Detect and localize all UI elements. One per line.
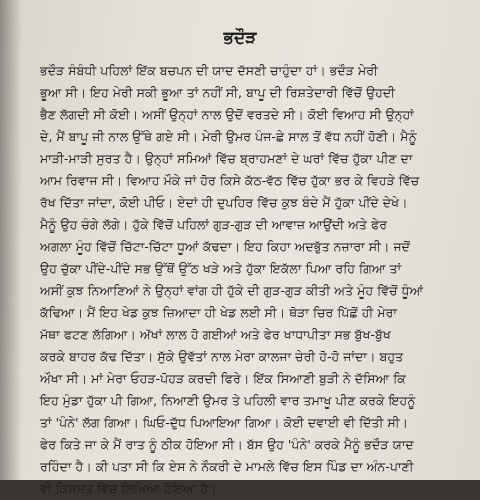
text-line: ਮੈਨੂੰ ਉਹ ਚੰਗੇ ਲੱਗੇ। ਹੁੱਕੇ ਵਿੱਚੋਂ ਪਹਿਲਾਂ ਗੁੜ-ਗੁੜ ਦੀ ਆਵਾਜ਼ ਆਉਂਦੀ ਅਤੇ ਫੇਰ [40,217,388,232]
text-line: ਔਖਾ ਸੀ। ਮਾਂ ਮੇਰਾ ਓਹੜ-ਪੋਹੜ ਕਰਦੀ ਫਿਰੇ। ਇੱਕ ਸਿਆਣੀ ਬੁੜੀ ਨੇ ਦੱਸਿਆ ਕਿ [40,371,406,386]
text-line: ਮੱਥਾ ਫਟਣ ਲੱਗਿਆ। ਅੱਖਾਂ ਲਾਲ ਹੋ ਗਈਆਂ ਅਤੇ ਫੇਰ ਖਾਧਾਪੀਤਾ ਸਭ ਬੁੱਖ-ਬੁੱਖ [40,327,391,342]
page-gutter-shadow [0,0,22,480]
text-line: ਅਸੀਂ ਕੁਝ ਨਿਆਣਿਆਂ ਨੇ ਉਨ੍ਹਾਂ ਵਾਂਗ ਹੀ ਹੁੱਕੇ ਦੀ ਗੁੜ-ਗੁੜ ਕੀਤੀ ਅਤੇ ਮੂੰਹ ਵਿੱਚੋਂ ਧੂੰਆਂ [40,283,424,298]
chapter-title: ਭਦੌੜ [223,28,257,48]
text-line: ਰਹਿੰਦਾ ਹੈ। ਕੀ ਪਤਾ ਸੀ ਕਿ ਏਸ ਨੇ ਨੌਕਰੀ ਦੇ ਮਾਮਲੇ ਵਿੱਚ ਇਸ ਪਿੰਡ ਦਾ ਅੰਨ-ਪਾਣੀ [40,459,414,474]
text-line: ਵੀ ਕਿਸਮਤ ਵਿੱਚ ਲਿਖਿਆ ਹੋਇਆ ਹੈ। [40,481,217,496]
text-line: ਭੈਣ ਲੱਗਦੀ ਸੀ ਕੋਈ। ਅਸੀਂ ਉਨ੍ਹਾਂ ਨਾਲ ਉਦੋਂ ਵਰਤਦੇ ਸੀ। ਕੋਈ ਵਿਆਹ ਸੀ ਉਨ੍ਹਾਂ [40,107,414,122]
text-line: ਤਾਂ 'ਪੰਨੇ' ਲੱਗ ਗਿਆ। ਘਿਓ-ਦੁੱਧ ਪਿਆਇਆ ਗਿਆ। ਕੋਈ ਦਵਾਈ ਵੀ ਦਿੱਤੀ ਸੀ। [40,415,409,430]
text-line: ਦੇ, ਮੈਂ ਬਾਪੂ ਜੀ ਨਾਲ ਉੱਥੇ ਗਏ ਸੀ। ਮੇਰੀ ਉਮਰ ਪੰਜ-ਛੇ ਸਾਲ ਤੋਂ ਵੱਧ ਨਹੀਂ ਹੋਣੀ। ਮੈਨੂੰ [40,129,417,144]
text-line: ਅਗਲਾ ਮੂੰਹ ਵਿੱਚੋਂ ਚਿੱਟਾ-ਚਿੱਟਾ ਧੂਆਂ ਕੱਢਦਾ। ਇਹ ਕਿਹਾ ਅਦਭੁੱਤ ਨਜ਼ਾਰਾ ਸੀ। ਜਦੋਂ [40,239,411,254]
text-line: ਫੇਰ ਕਿਤੇ ਜਾ ਕੇ ਮੈਂ ਰਾਤ ਨੂੰ ਠੀਕ ਹੋਇਆ ਸੀ। ਬੱਸ ਉਹ 'ਪੰਨੇ' ਕਰਕੇ ਮੈਨੂੰ ਭਦੌੜ ਯਾਦ [40,437,414,452]
text-line: ਕੱਢਿਆ। ਮੈਂ ਇਹ ਖੇਡ ਕੁਝ ਜ਼ਿਆਦਾ ਹੀ ਖੇਡ ਲਈ ਸੀ। ਥੋੜਾ ਚਿਰ ਪਿੱਛੋਂ ਹੀ ਮੇਰਾ [40,305,398,320]
text-line: ਕਰਕੇ ਬਾਹਰ ਕੱਢ ਦਿੱਤਾ। ਸੁੱਕੇ ਉਵੱਤਾਂ ਨਾਲ ਮੇਰਾ ਕਾਲਜਾ ਚੇਰੀ ਹੋ-ਹੋ ਜਾਂਦਾ। ਬਹੁਤ [40,349,404,364]
text-line: ਮਾੜੀ-ਮਾੜੀ ਸੁਰਤ ਹੈ। ਉਨ੍ਹਾਂ ਸਮਿਆਂ ਵਿੱਚ ਬ੍ਰਾਹਮਣਾਂ ਦੇ ਘਰਾਂ ਵਿੱਚ ਹੁੱਕਾ ਪੀਣ ਦਾ [40,151,413,166]
text-line: ਉਹ ਚੁੱਕਾ ਪੀਂਦੇ-ਪੀਂਦੇ ਸਭ ਉੱਥੋਂ ਉੱਠ ਖੜੇ ਅਤੇ ਹੁੱਕਾ ਇਕੱਲਾ ਪਿਆ ਰਹਿ ਗਿਆ ਤਾਂ [40,261,402,276]
text-line: ਭਦੌੜ ਸੰਬੰਧੀ ਪਹਿਲਾਂ ਇੱਕ ਬਚਪਨ ਦੀ ਯਾਦ ਦੱਸਣੀ ਚਾਹੁੰਦਾ ਹਾਂ। ਭਦੌੜ ਮੇਰੀ [40,63,378,78]
body-text [40,60,464,500]
text-line: ਰੱਖ ਦਿੱਤਾ ਜਾਂਦਾ, ਕੋਈ ਪੀਓ। ਏਦਾਂ ਹੀ ਦੁਪਹਿਰ ਵਿੱਚ ਕੁਝ ਬੰਦੇ ਮੈਂ ਹੁੱਕਾ ਪੀਂਦੇ ਦੇਖੇ। [40,195,408,210]
text-line: ਇਹ ਮੁੰਡਾ ਹੁੱਕਾ ਪੀ ਗਿਆ, ਨਿਆਣੀ ਉਮਰ ਤੇ ਪਹਿਲੀ ਵਾਰ ਤਮਾਖੂ ਪੀਣ ਕਰਕੇ ਇਹਨੂੰ [40,393,416,408]
text-line: ਆਮ ਰਿਵਾਜ ਸੀ। ਵਿਆਹ ਮੌਕੇ ਜਾਂ ਹੋਰ ਕਿਸੇ ਕੱਠ-ਵੱਠ ਵਿੱਚ ਹੁੱਕਾ ਭਰ ਕੇ ਵਿਹੜੇ ਵਿੱਚ [40,173,420,188]
text-line: ਭੂਆ ਸੀ। ਇਹ ਮੇਰੀ ਸਕੀ ਭੂਆ ਤਾਂ ਨਹੀਂ ਸੀ, ਬਾਪੂ ਦੀ ਰਿਸ਼ਤੇਦਾਰੀ ਵਿੱਚੋਂ ਉਹਦੀ [40,85,396,100]
